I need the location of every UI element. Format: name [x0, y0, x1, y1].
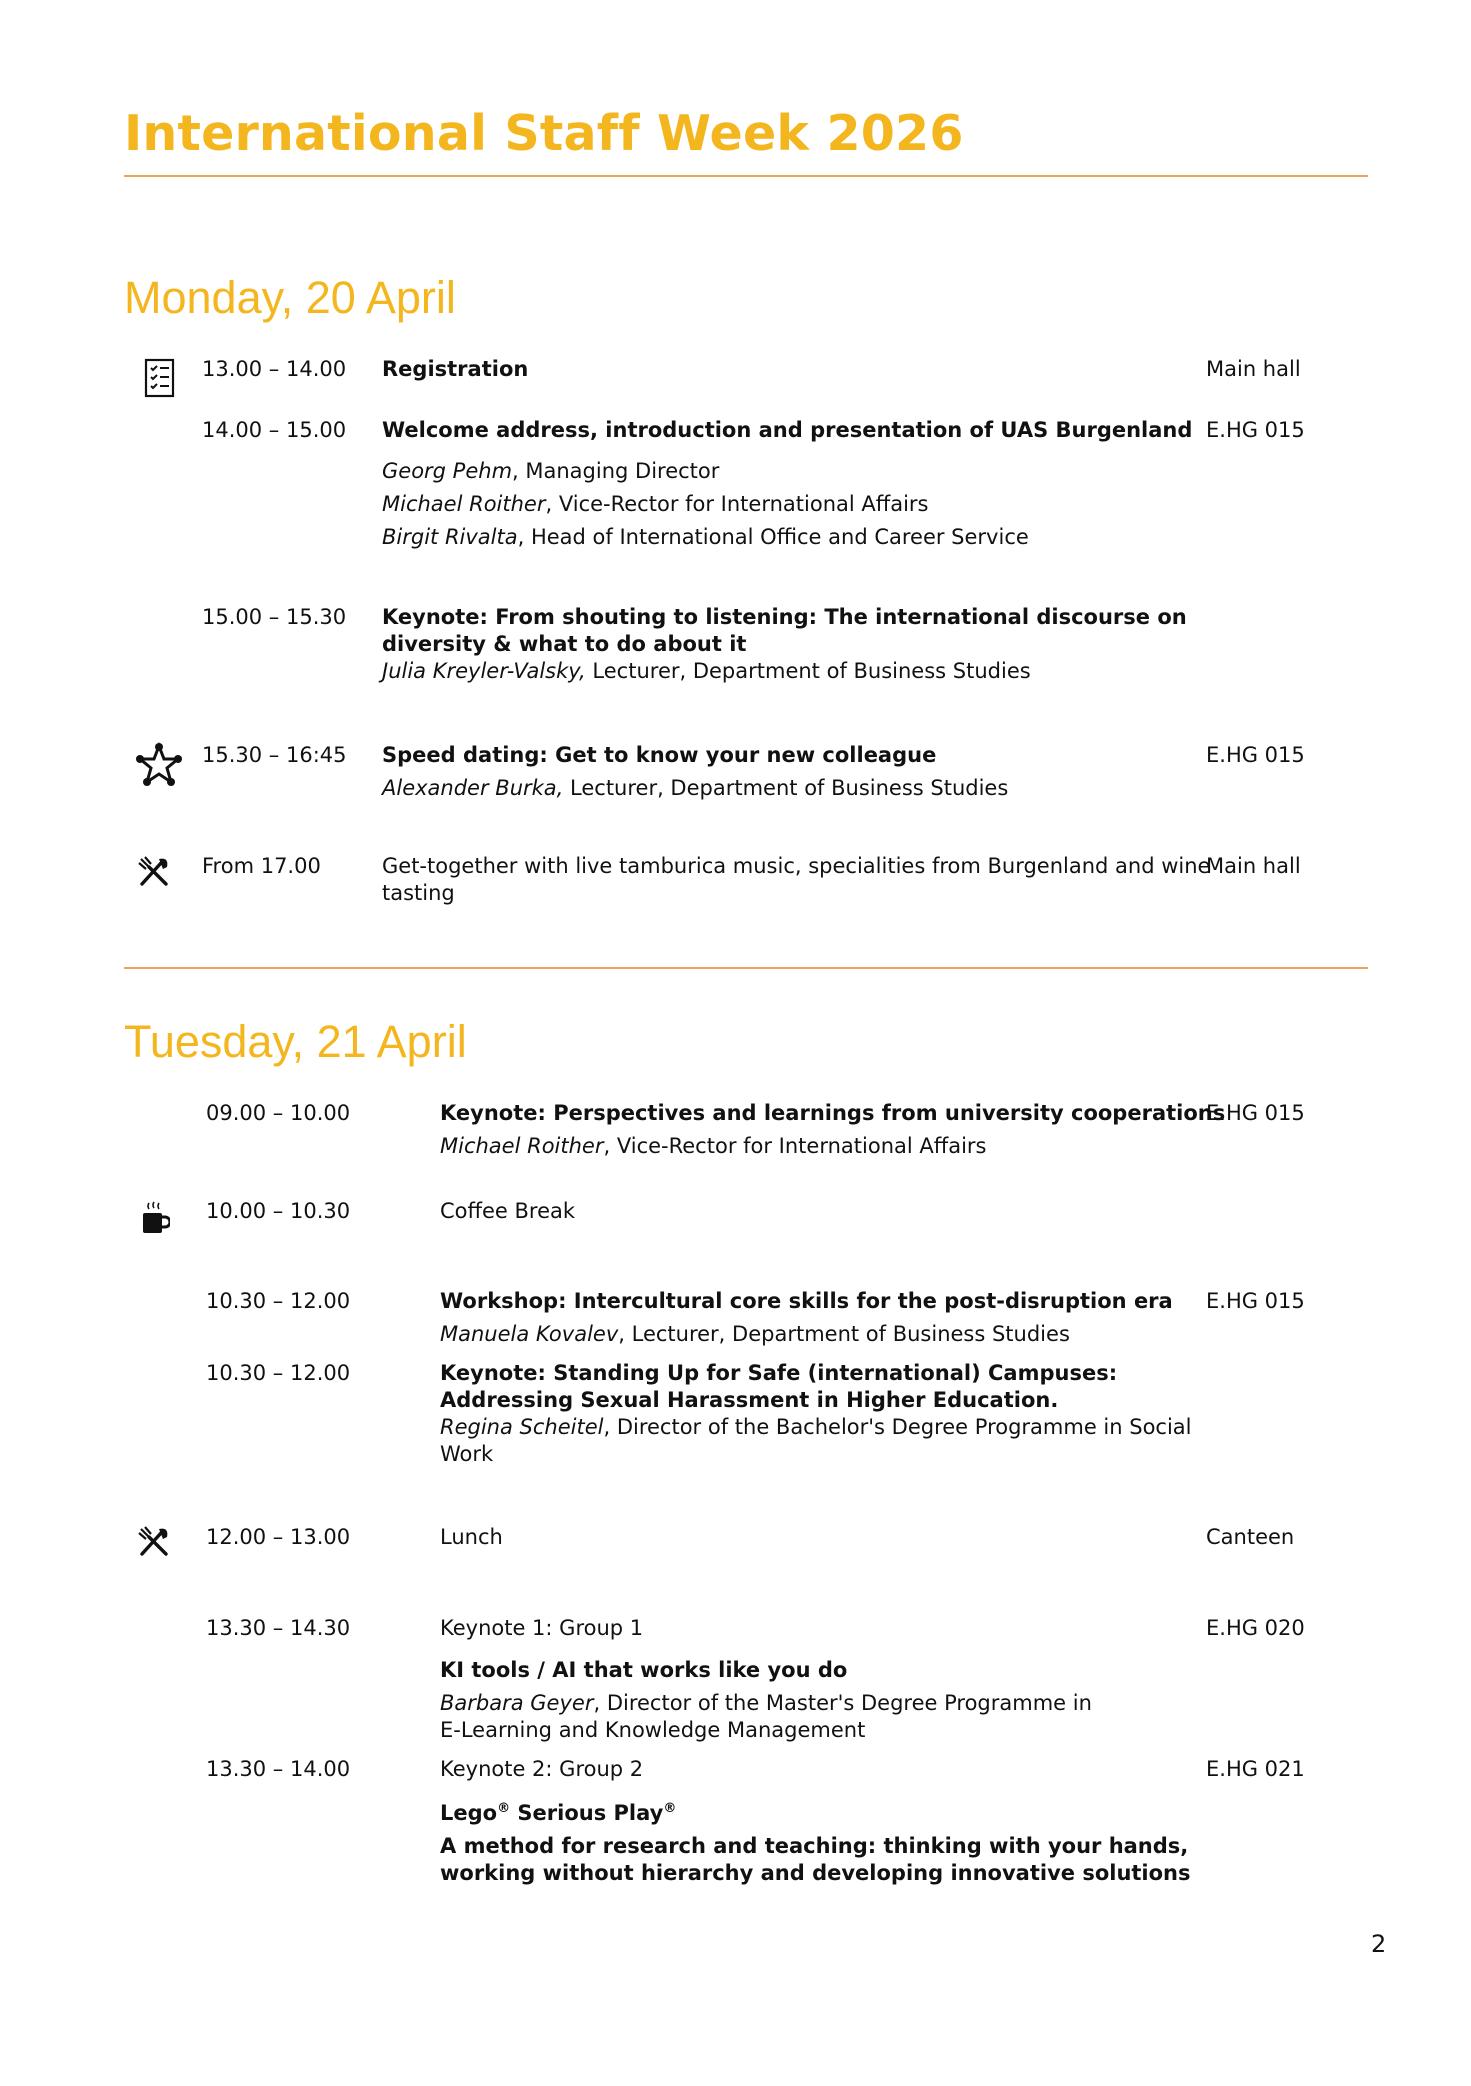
- speaker-role-cont: E-Learning and Knowledge Management: [440, 1718, 866, 1742]
- speaker-name: Georg Pehm: [382, 459, 513, 483]
- event-location: E.HG 015: [1206, 743, 1305, 767]
- title-rule: [124, 175, 1368, 177]
- event-location: E.HG 015: [1206, 1289, 1305, 1313]
- event-title-cont: diversity & what to do about it: [382, 632, 747, 656]
- speaker-role: , Director of the Bachelor's Degree Programme in Social: [603, 1415, 1192, 1439]
- event-title: Keynote: Standing Up for Safe (international) Campuses:: [440, 1361, 1118, 1385]
- registered-mark: ®: [663, 1801, 677, 1816]
- event-group: Keynote 1: Group 1: [440, 1616, 644, 1640]
- cutlery-icon: [137, 855, 171, 889]
- event-time: 12.00 – 13.00: [206, 1525, 351, 1549]
- coffee-icon: [140, 1200, 170, 1236]
- event-location: E.HG 021: [1206, 1757, 1305, 1781]
- registered-mark: ®: [497, 1801, 511, 1816]
- day-heading-tuesday: Tuesday, 21 April: [124, 1016, 467, 1067]
- event-title: Get-together with live tamburica music, specialities from Burgenland and wine: [382, 854, 1211, 878]
- event-time: From 17.00: [202, 854, 321, 878]
- speaker-name: Regina Scheitel: [440, 1415, 604, 1439]
- speaker-line: [382, 658, 1031, 685]
- speaker-role: , Lecturer, Department of Business Studies: [618, 1322, 1070, 1346]
- speaker-line: [440, 1414, 1192, 1441]
- page-number: 2: [1371, 1930, 1387, 1958]
- section-divider: [124, 967, 1368, 969]
- event-time: 15.00 – 15.30: [202, 605, 347, 629]
- speaker-name: Michael Roither: [440, 1134, 604, 1158]
- speaker-line: [440, 1690, 1092, 1717]
- cutlery-icon: [137, 1525, 171, 1559]
- speaker-line: [382, 458, 719, 485]
- speaker-role: , Vice-Rector for International Affairs: [545, 492, 929, 516]
- speaker-role: Lecturer, Department of Business Studies: [585, 659, 1031, 683]
- speaker-line: [440, 1133, 987, 1160]
- event-time: 10.00 – 10.30: [206, 1199, 351, 1223]
- checklist-icon: [143, 358, 177, 398]
- event-title: Speed dating: Get to know your new colleague: [382, 743, 937, 767]
- event-title: Welcome address, introduction and presentation of UAS Burgenland: [382, 418, 1193, 442]
- event-time: 15.30 – 16:45: [202, 743, 347, 767]
- speaker-role: , Director of the Master's Degree Programme in: [593, 1691, 1092, 1715]
- event-time: 09.00 – 10.00: [206, 1101, 351, 1125]
- day-heading-monday: Monday, 20 April: [124, 272, 456, 323]
- speaker-name: Manuela Kovalev: [440, 1322, 619, 1346]
- event-title: [440, 1800, 676, 1827]
- event-title: KI tools / AI that works like you do: [440, 1658, 848, 1682]
- speaker-role-cont: Work: [440, 1442, 494, 1466]
- event-title: Keynote: From shouting to listening: The international discourse on: [382, 605, 1187, 629]
- event-title: Registration: [382, 357, 529, 381]
- event-time: 13.00 – 14.00: [202, 357, 347, 381]
- event-title: Coffee Break: [440, 1199, 576, 1223]
- page-title: International Staff Week 2026: [124, 105, 964, 162]
- event-time: 10.30 – 12.00: [206, 1361, 351, 1385]
- speaker-line: [382, 524, 1029, 551]
- event-time: 10.30 – 12.00: [206, 1289, 351, 1313]
- event-title: Lunch: [440, 1525, 503, 1549]
- event-subtitle-cont: working without hierarchy and developing innovative solutions: [440, 1861, 1191, 1885]
- event-time: 14.00 – 15.00: [202, 418, 347, 442]
- event-subtitle: A method for research and teaching: thinking with your hands,: [440, 1834, 1189, 1858]
- title-word: Serious Play: [510, 1801, 664, 1825]
- event-location: E.HG 020: [1206, 1616, 1305, 1640]
- event-time: 13.30 – 14.00: [206, 1757, 351, 1781]
- speaker-name: Alexander Burka,: [382, 776, 564, 800]
- speaker-role: , Managing Director: [512, 459, 720, 483]
- event-location: E.HG 015: [1206, 1101, 1305, 1125]
- event-time: 13.30 – 14.30: [206, 1616, 351, 1640]
- speaker-name: Birgit Rivalta: [382, 525, 518, 549]
- event-title: Workshop: Intercultural core skills for the post-disruption era: [440, 1289, 1173, 1313]
- network-people-icon: [136, 742, 182, 788]
- event-location: Main hall: [1206, 854, 1301, 878]
- event-location: E.HG 015: [1206, 418, 1305, 442]
- event-title-cont: tasting: [382, 881, 455, 905]
- speaker-name: Barbara Geyer: [440, 1691, 594, 1715]
- event-title: Keynote: Perspectives and learnings from university cooperations: [440, 1101, 1226, 1125]
- title-word: Lego: [440, 1801, 498, 1825]
- speaker-name: Julia Kreyler-Valsky,: [382, 659, 586, 683]
- event-title-cont: Addressing Sexual Harassment in Higher Education.: [440, 1388, 1059, 1412]
- speaker-name: Michael Roither: [382, 492, 546, 516]
- speaker-role: , Head of International Office and Career Service: [517, 525, 1029, 549]
- event-location: Canteen: [1206, 1525, 1295, 1549]
- event-location: Main hall: [1206, 357, 1301, 381]
- speaker-role: , Vice-Rector for International Affairs: [603, 1134, 987, 1158]
- event-group: Keynote 2: Group 2: [440, 1757, 644, 1781]
- speaker-role: Lecturer, Department of Business Studies: [563, 776, 1009, 800]
- speaker-line: [382, 775, 1008, 802]
- speaker-line: [440, 1321, 1070, 1348]
- speaker-line: [382, 491, 929, 518]
